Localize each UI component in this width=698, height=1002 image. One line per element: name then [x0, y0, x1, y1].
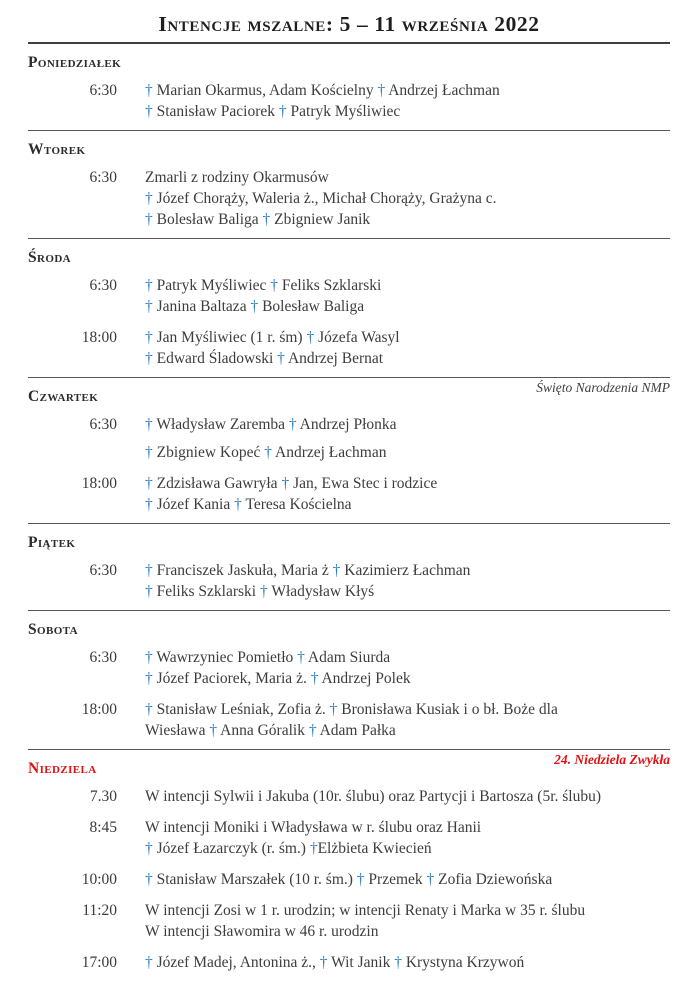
mass-intentions [145, 786, 670, 807]
day-heading: Piątek [28, 534, 76, 551]
mass-time: 8:45 [89, 819, 117, 836]
intention-line: † Bolesław Baliga † Zbigniew Janik [145, 211, 371, 228]
page-title: Intencje mszalne: 5 – 11 września 2022 [28, 12, 670, 44]
mass-row [28, 275, 670, 317]
cross-icon: † [145, 350, 153, 367]
cross-icon: † [278, 103, 287, 120]
intention-line: † Józef Kania † Teresa Kościelna [145, 496, 352, 513]
cross-icon: † [145, 475, 153, 492]
mass-row [28, 473, 670, 515]
mass-intentions [145, 473, 670, 515]
cross-icon: † [145, 329, 153, 346]
cross-icon: † [145, 562, 153, 579]
mass-time: 18:00 [81, 475, 117, 492]
cross-icon: † [259, 583, 268, 600]
intention-line: † Józef Chorąży, Waleria ż., Michał Chorąży, Grażyna c. [145, 190, 497, 207]
mass-intentions [145, 560, 670, 602]
cross-icon: † [145, 871, 153, 888]
intention-line: † Zdzisława Gawryła † Jan, Ewa Stec i rodzice [145, 475, 438, 492]
mass-intentions [145, 327, 670, 369]
cross-icon: † [309, 840, 318, 857]
day-heading: Sobota [28, 621, 78, 638]
cross-icon: † [234, 496, 242, 513]
cross-icon: † [310, 670, 319, 687]
cross-icon: † [145, 670, 153, 687]
mass-row [28, 327, 670, 369]
mass-row [28, 167, 670, 230]
mass-time: 11:20 [82, 902, 117, 919]
intention-line: † Jan Myśliwiec (1 r. śm) † Józefa Wasyl [145, 329, 400, 346]
intention-line: † Franciszek Jaskuła, Maria ż † Kazimierz Łachman [145, 562, 471, 579]
intention-line: Wiesława † Anna Góralik † Adam Pałka [145, 722, 396, 739]
cross-icon: † [264, 444, 272, 461]
mass-row [28, 560, 670, 602]
mass-time: 18:00 [81, 701, 117, 718]
cross-icon: † [288, 416, 297, 433]
cross-icon: † [262, 211, 271, 228]
cross-icon: † [394, 954, 402, 971]
cross-icon: † [145, 649, 153, 666]
mass-row [28, 647, 670, 689]
intention-line: † Józef Madej, Antonina ż., † Wit Janik † Krystyna Krzywoń [145, 954, 525, 971]
day-heading: Wtorek [28, 141, 86, 158]
mass-row [28, 414, 670, 463]
mass-time: 6:30 [89, 277, 117, 294]
day-section-sobota [28, 611, 670, 750]
day-heading: Środa [28, 249, 72, 266]
mass-time: 7.30 [89, 788, 117, 805]
mass-time: 10:00 [81, 871, 117, 888]
cross-icon: † [145, 298, 153, 315]
mass-time: 6:30 [89, 416, 117, 433]
mass-intentions [145, 80, 670, 122]
cross-icon: † [277, 350, 285, 367]
cross-icon: † [332, 562, 341, 579]
cross-icon: † [319, 954, 328, 971]
cross-icon: † [145, 211, 153, 228]
mass-intentions [145, 869, 670, 890]
mass-intentions [145, 900, 670, 942]
mass-row [28, 900, 670, 942]
cross-icon: † [250, 298, 259, 315]
intention-line: W intencji Moniki i Władysława w r. ślubu oraz Hanii [145, 819, 482, 836]
cross-icon: † [145, 82, 153, 99]
day-section-poniedziałek [28, 44, 670, 131]
cross-icon: † [145, 444, 153, 461]
mass-row [28, 869, 670, 890]
feast-note: 24. Niedziela Zwykła [554, 752, 670, 767]
mass-row [28, 80, 670, 122]
cross-icon: † [145, 583, 153, 600]
cross-icon: † [145, 840, 153, 857]
cross-icon: † [145, 954, 153, 971]
mass-row [28, 952, 670, 973]
mass-intentions [145, 647, 670, 689]
feast-note: Święto Narodzenia NMP [536, 380, 670, 395]
day-section-piątek [28, 524, 670, 611]
intention-line: † Władysław Zaremba † Andrzej Płonka [145, 416, 397, 433]
cross-icon: † [145, 416, 153, 433]
intention-line: W intencji Sylwii i Jakuba (10r. ślubu) oraz Partycji i Bartosza (5r. ślubu) [145, 788, 602, 805]
cross-icon: † [209, 722, 218, 739]
intention-line: † Patryk Myśliwiec † Feliks Szklarski [145, 277, 382, 294]
intention-line: † Zbigniew Kopeć † Andrzej Łachman [145, 444, 387, 461]
intention-line: † Edward Śladowski † Andrzej Bernat [145, 350, 384, 367]
day-section-niedziela [28, 750, 670, 981]
cross-icon: † [306, 329, 315, 346]
day-section-czwartek [28, 378, 670, 524]
mass-time: 6:30 [89, 169, 117, 186]
cross-icon: † [308, 722, 317, 739]
mass-intentions [145, 952, 670, 973]
intention-line: † Stanisław Leśniak, Zofia ż. † Bronisława Kusiak i o bł. Boże dla [145, 701, 558, 718]
mass-row [28, 817, 670, 859]
mass-row [28, 699, 670, 741]
intention-line: † Stanisław Paciorek † Patryk Myśliwiec [145, 103, 401, 120]
cross-icon: † [281, 475, 290, 492]
day-section-wtorek [28, 131, 670, 239]
mass-intentions [145, 699, 670, 741]
cross-icon: † [145, 103, 153, 120]
cross-icon: † [356, 871, 365, 888]
mass-intentions [145, 167, 670, 230]
intention-line: † Feliks Szklarski † Władysław Kłyś [145, 583, 375, 600]
mass-intentions-page [0, 12, 698, 981]
day-heading: Poniedziałek [28, 54, 122, 71]
cross-icon: † [145, 496, 153, 513]
intention-line: † Józef Łazarczyk (r. śm.) †Elżbieta Kwiecień [145, 840, 432, 857]
intention-line: W intencji Zosi w 1 r. urodzin; w intencji Renaty i Marka w 35 r. ślubu [145, 902, 586, 919]
cross-icon: † [145, 277, 153, 294]
mass-time: 6:30 [89, 649, 117, 666]
mass-time: 17:00 [81, 954, 117, 971]
intention-line: † Józef Paciorek, Maria ż. † Andrzej Polek [145, 670, 411, 687]
day-section-środa [28, 239, 670, 378]
mass-row [28, 786, 670, 807]
day-heading: Czwartek [28, 388, 99, 405]
mass-intentions [145, 414, 670, 463]
intention-line: † Wawrzyniec Pomietło † Adam Siurda [145, 649, 391, 666]
mass-intentions [145, 817, 670, 859]
schedule-sections [28, 44, 670, 981]
mass-time: 6:30 [89, 562, 117, 579]
day-heading: Niedziela [28, 760, 97, 777]
cross-icon: † [270, 277, 279, 294]
cross-icon: † [145, 190, 153, 207]
cross-icon: † [377, 82, 386, 99]
mass-time: 18:00 [81, 329, 117, 346]
mass-intentions [145, 275, 670, 317]
intention-line: † Stanisław Marszałek (10 r. śm.) † Przemek † Zofia Dziewońska [145, 871, 553, 888]
cross-icon: † [145, 701, 153, 718]
cross-icon: † [297, 649, 305, 666]
intention-line: W intencji Sławomira w 46 r. urodzin [145, 923, 379, 940]
cross-icon: † [329, 701, 338, 718]
intention-line: † Janina Baltaza † Bolesław Baliga [145, 298, 365, 315]
cross-icon: † [426, 871, 435, 888]
intention-line: † Marian Okarmus, Adam Kościelny † Andrzej Łachman [145, 82, 500, 99]
mass-time: 6:30 [89, 82, 117, 99]
intention-line: Zmarli z rodziny Okarmusów [145, 169, 329, 186]
